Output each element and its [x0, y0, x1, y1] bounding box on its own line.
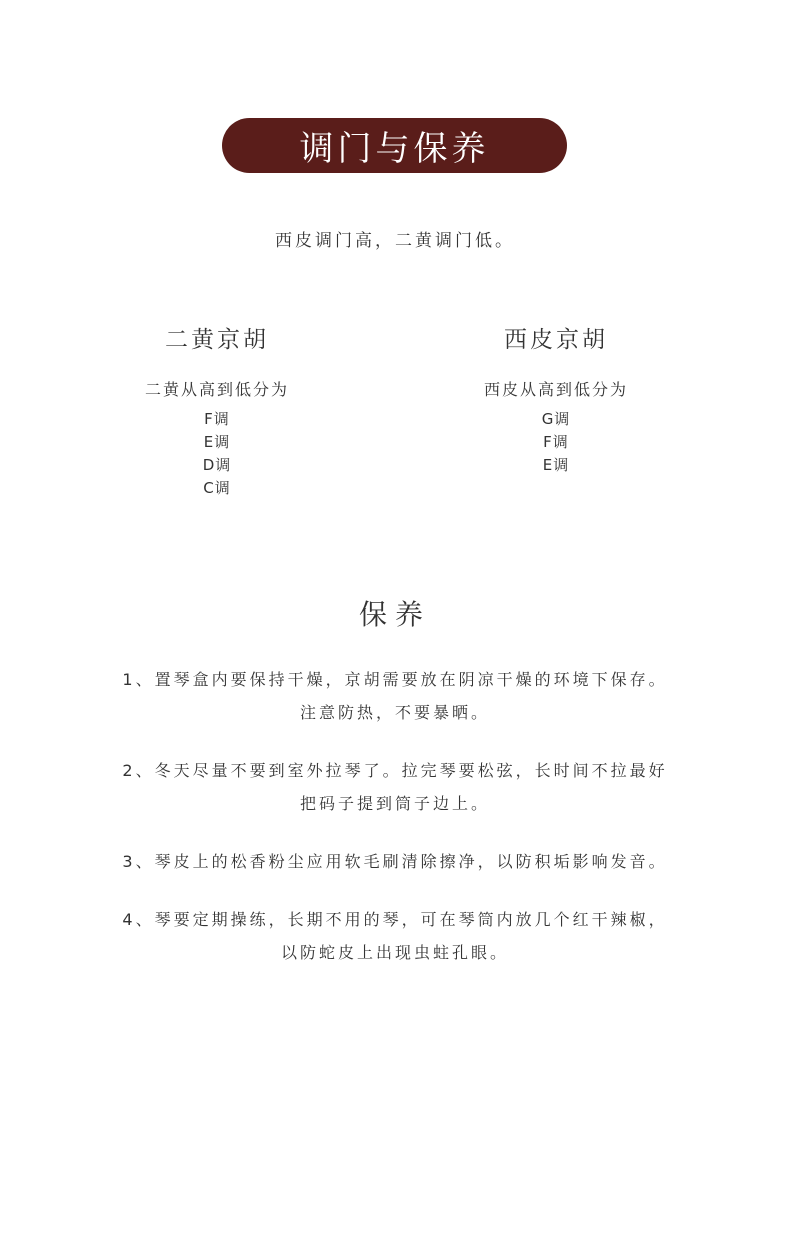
key-item: C调 [203, 479, 231, 497]
care-item-line: 4、琴要定期操练，长期不用的琴，可在琴筒内放几个红干辣椒， [122, 910, 668, 929]
care-item [0, 903, 790, 969]
care-list [0, 663, 790, 994]
key-item: E调 [542, 456, 570, 474]
intro-text: 西皮调门高，二黄调门低。 [275, 231, 515, 251]
key-item: G调 [541, 410, 571, 428]
care-item-line: 把码子提到筒子边上。 [299, 794, 490, 813]
care-item-line: 1、置琴盒内要保持干燥，京胡需要放在阴凉干燥的环境下保存。 [122, 670, 668, 689]
erhuang-title: 二黄京胡 [165, 327, 269, 353]
key-item: E调 [203, 433, 231, 451]
key-item: D调 [202, 456, 232, 474]
xipi-subtitle: 西皮从高到低分为 [483, 380, 628, 399]
care-item-line: 以防蛇皮上出现虫蛀孔眼。 [280, 943, 509, 962]
xipi-column [406, 322, 706, 493]
erhuang-key-list [67, 408, 367, 500]
care-item [0, 663, 790, 729]
care-item [0, 845, 790, 878]
xipi-title: 西皮京胡 [504, 327, 608, 353]
key-item: F调 [204, 410, 230, 428]
care-item-line: 2、冬天尽量不要到室外拉琴了。拉完琴要松弦，长时间不拉最好 [122, 761, 668, 780]
care-item [0, 754, 790, 820]
care-section-title: 保养 [358, 598, 431, 631]
key-item: F调 [543, 433, 569, 451]
care-item-line: 3、琴皮上的松香粉尘应用软毛刷清除擦净，以防积垢影响发音。 [122, 852, 668, 871]
erhuang-column [67, 322, 367, 516]
care-item-line: 注意防热，不要暴晒。 [299, 703, 490, 722]
page-title: 调门与保养 [222, 118, 567, 173]
erhuang-subtitle: 二黄从高到低分为 [144, 380, 289, 399]
xipi-key-list [406, 408, 706, 477]
